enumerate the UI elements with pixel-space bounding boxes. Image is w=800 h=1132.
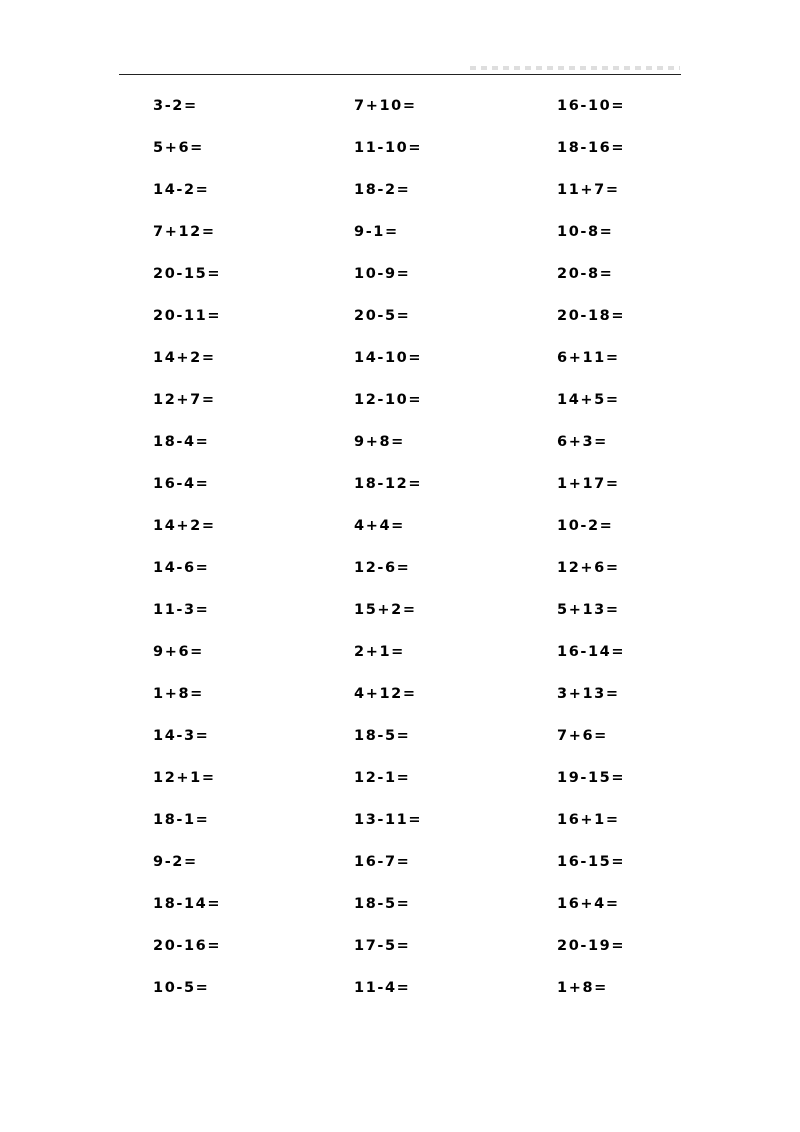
math-problem: 1+17= bbox=[557, 476, 620, 492]
math-problem: 13-11= bbox=[354, 812, 423, 828]
math-problem: 20-8= bbox=[557, 266, 614, 282]
math-problem: 7+6= bbox=[557, 728, 608, 744]
math-problem: 16+1= bbox=[557, 812, 620, 828]
math-problem: 17-5= bbox=[354, 938, 411, 954]
math-problem: 12-10= bbox=[354, 392, 423, 408]
math-problem: 14+2= bbox=[153, 518, 216, 534]
math-problem: 7+10= bbox=[354, 98, 417, 114]
math-problem: 14+2= bbox=[153, 350, 216, 366]
math-problem: 18-12= bbox=[354, 476, 423, 492]
math-problem: 20-19= bbox=[557, 938, 626, 954]
math-problem: 5+13= bbox=[557, 602, 620, 618]
math-problem: 14+5= bbox=[557, 392, 620, 408]
math-problem: 18-1= bbox=[153, 812, 210, 828]
math-problem: 4+4= bbox=[354, 518, 405, 534]
math-problem: 10-9= bbox=[354, 266, 411, 282]
math-problem: 9-2= bbox=[153, 854, 198, 870]
math-problem: 12-1= bbox=[354, 770, 411, 786]
math-problem: 11-3= bbox=[153, 602, 210, 618]
math-problem: 11-4= bbox=[354, 980, 411, 996]
math-problem: 18-14= bbox=[153, 896, 222, 912]
math-problem: 12-6= bbox=[354, 560, 411, 576]
math-problem: 18-5= bbox=[354, 728, 411, 744]
math-problem: 14-6= bbox=[153, 560, 210, 576]
math-problem: 16-14= bbox=[557, 644, 626, 660]
math-problem: 14-10= bbox=[354, 350, 423, 366]
math-problem: 2+1= bbox=[354, 644, 405, 660]
math-problem: 10-8= bbox=[557, 224, 614, 240]
math-problem: 11+7= bbox=[557, 182, 620, 198]
math-problem: 12+7= bbox=[153, 392, 216, 408]
math-problem: 1+8= bbox=[557, 980, 608, 996]
math-problem: 7+12= bbox=[153, 224, 216, 240]
math-problem: 10-5= bbox=[153, 980, 210, 996]
math-problem: 20-16= bbox=[153, 938, 222, 954]
math-problem: 14-3= bbox=[153, 728, 210, 744]
math-problem: 9-1= bbox=[354, 224, 399, 240]
math-problem: 12+6= bbox=[557, 560, 620, 576]
math-problem: 14-2= bbox=[153, 182, 210, 198]
math-problem: 12+1= bbox=[153, 770, 216, 786]
math-problem: 18-4= bbox=[153, 434, 210, 450]
math-problem: 6+3= bbox=[557, 434, 608, 450]
math-problem: 3+13= bbox=[557, 686, 620, 702]
math-problem: 11-10= bbox=[354, 140, 423, 156]
math-problem: 20-11= bbox=[153, 308, 222, 324]
math-problem: 19-15= bbox=[557, 770, 626, 786]
math-problem: 9+8= bbox=[354, 434, 405, 450]
math-problem: 5+6= bbox=[153, 140, 204, 156]
math-problem: 6+11= bbox=[557, 350, 620, 366]
math-problem: 16-10= bbox=[557, 98, 626, 114]
math-problem: 16-7= bbox=[354, 854, 411, 870]
math-problem: 18-2= bbox=[354, 182, 411, 198]
math-problem: 10-2= bbox=[557, 518, 614, 534]
math-problem: 20-18= bbox=[557, 308, 626, 324]
math-problem: 1+8= bbox=[153, 686, 204, 702]
math-problem: 16-15= bbox=[557, 854, 626, 870]
math-problem: 18-5= bbox=[354, 896, 411, 912]
math-problem: 16-4= bbox=[153, 476, 210, 492]
math-problem: 20-15= bbox=[153, 266, 222, 282]
math-problem: 9+6= bbox=[153, 644, 204, 660]
math-problem: 3-2= bbox=[153, 98, 198, 114]
math-problem: 4+12= bbox=[354, 686, 417, 702]
math-problem: 16+4= bbox=[557, 896, 620, 912]
math-problem: 18-16= bbox=[557, 140, 626, 156]
math-problem: 20-5= bbox=[354, 308, 411, 324]
math-problem: 15+2= bbox=[354, 602, 417, 618]
